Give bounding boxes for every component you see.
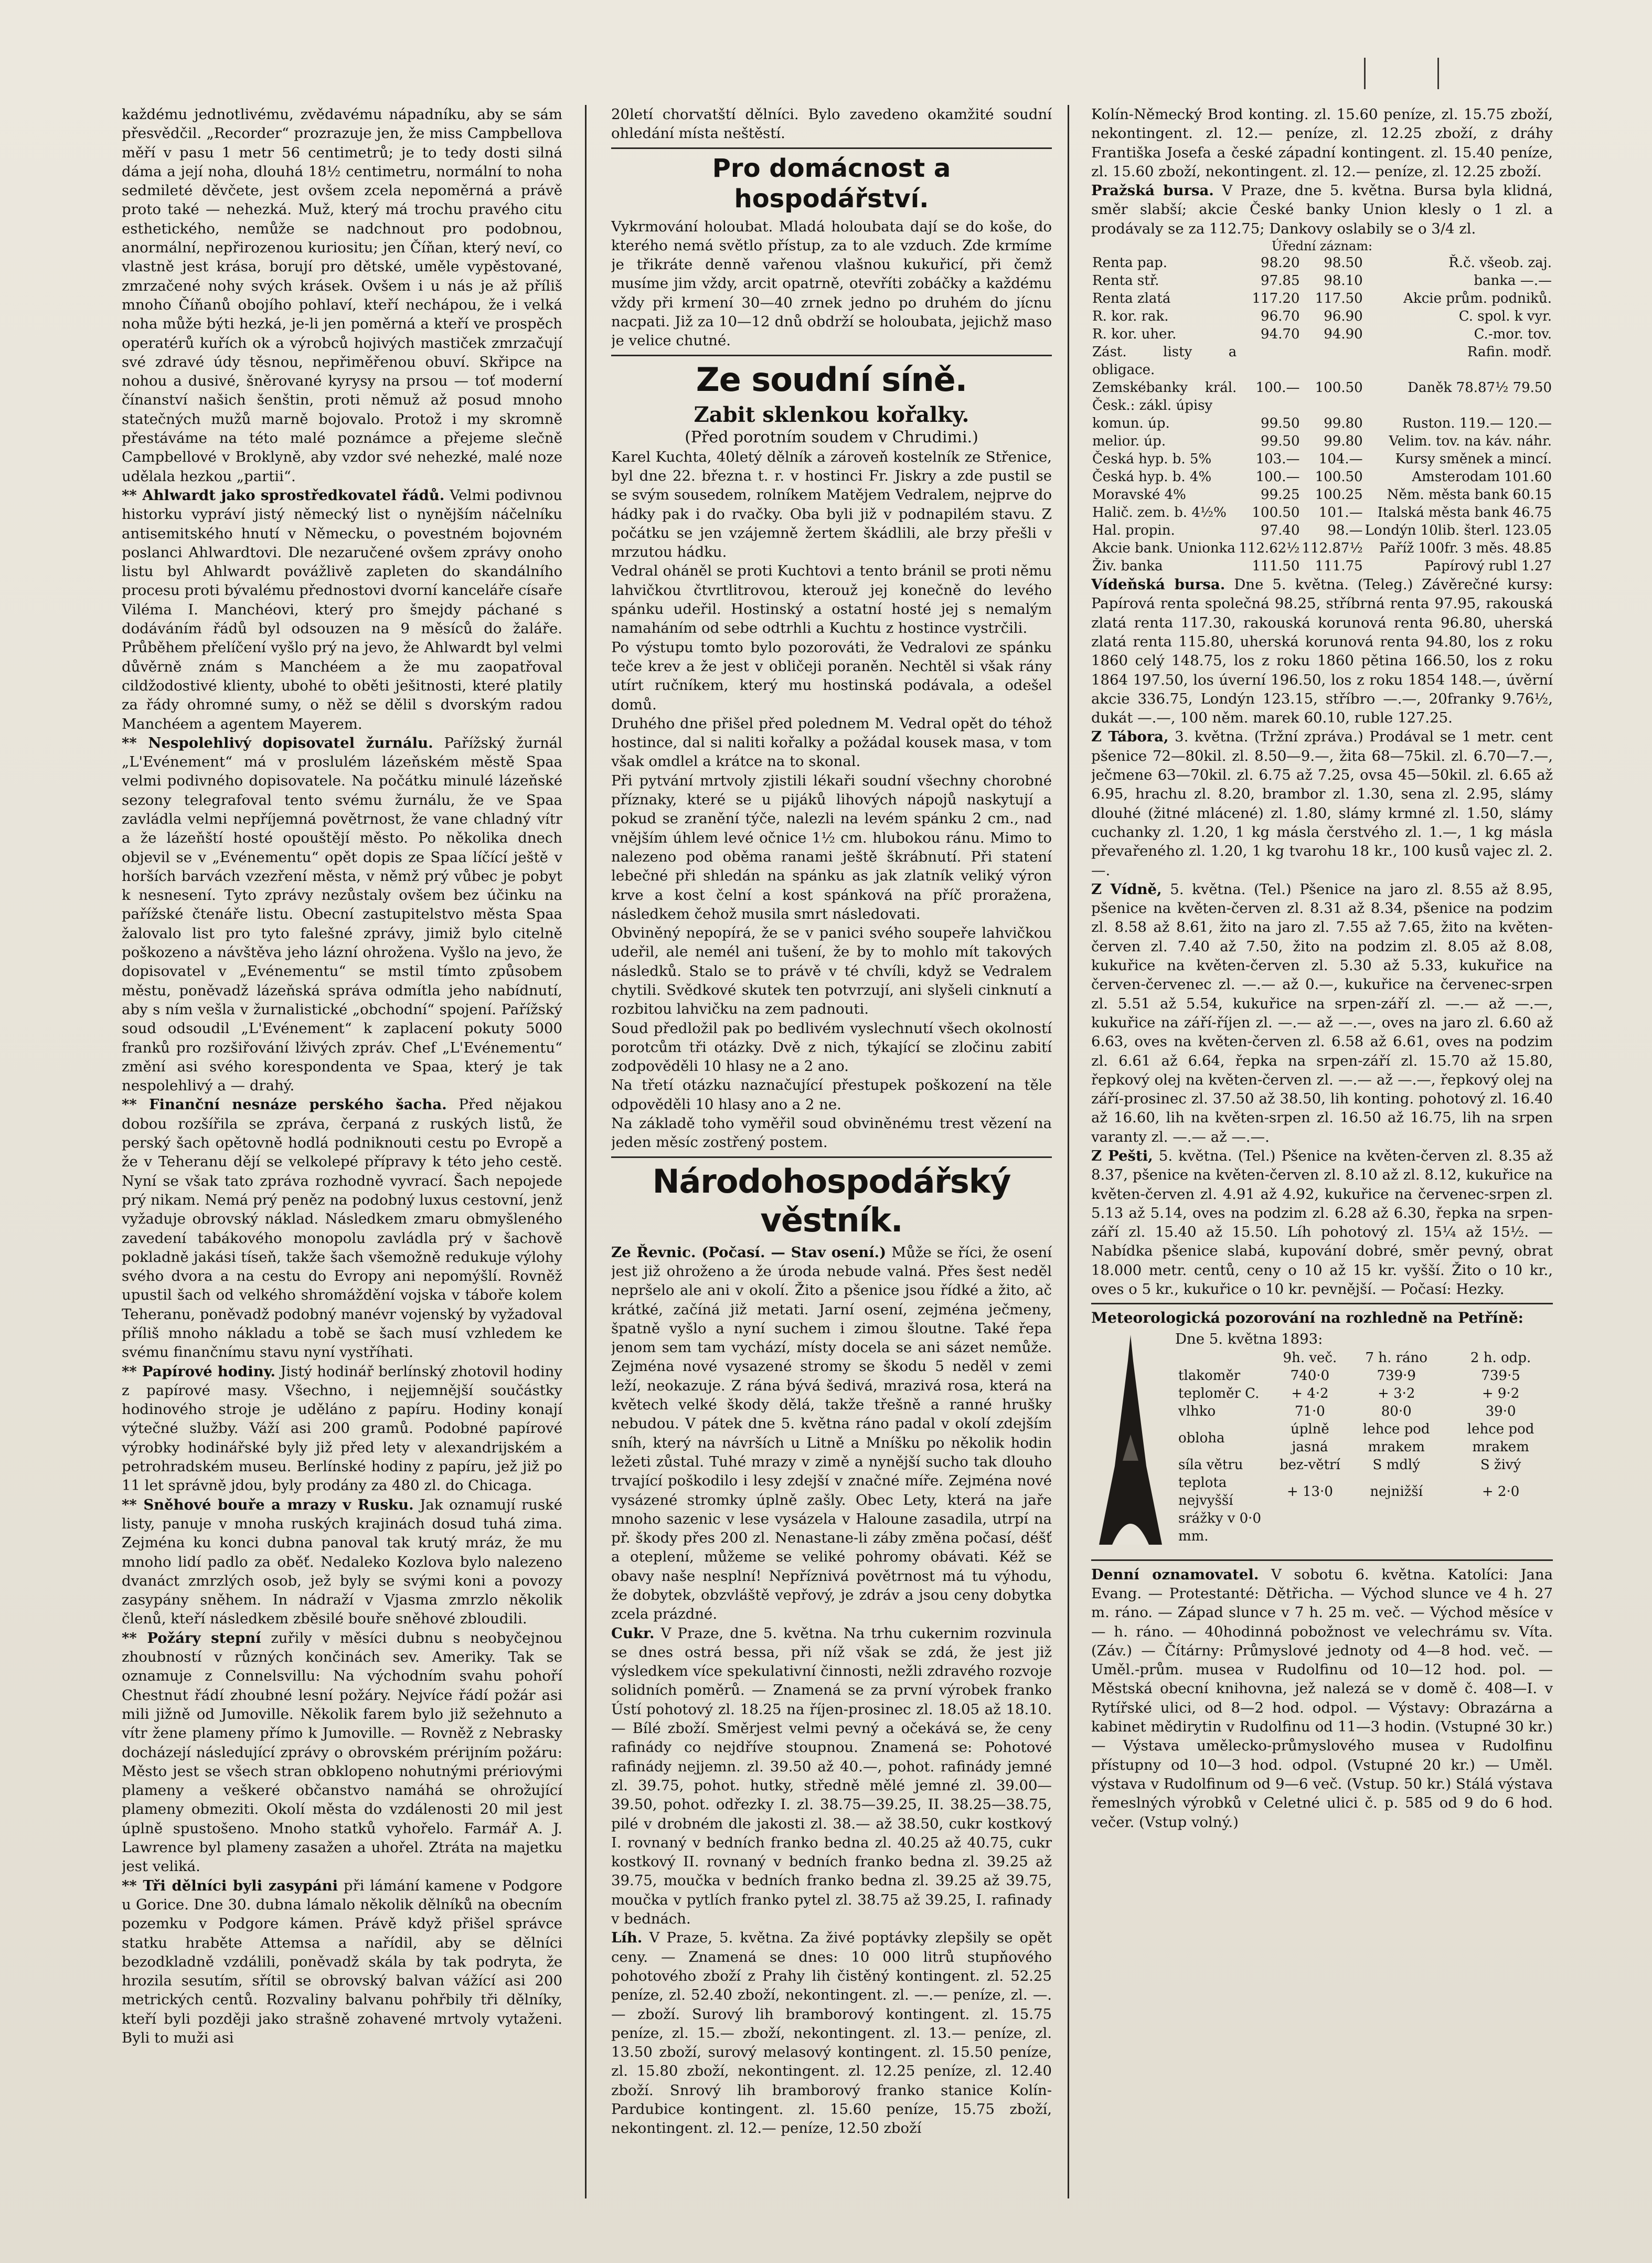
article-heading: Z Pešti, (1091, 1147, 1153, 1164)
article-text: 3. května. (Tržní zpráva.) Prodával se 1 metr. cent pšenice 72—80kil. zl. 8.50—9.—, žita 68—75kil. zl. 6.70—7.—, ječmene 63—70kil. zl. 6.75 až 7.25, ovsa 45—50kil. zl. 6.65 až 6.95, hrachu zl. 8.20, brambor zl. 1.30, sena zl. 2.95, slámy dlouhé (žitné mlácené) zl. 1.80, slámy krmné zl. 1.50, slámy cuchanky zl. 1.20, 1 kg másla čerstvého zl. 1.—, 1 kg másla převařeného zl. 1.20, 1 kg tvarohu 18 kr., 100 kusů vajec zl. 2.—. (1091, 728, 1553, 879)
article-heading: ** Požáry stepní (122, 1629, 261, 1646)
table-row: Živ. banka 111.50 111.75 Papírový rubl 1.27 (1092, 558, 1552, 575)
table-row: Renta stř. 97.85 98.10 banka —.— (1092, 273, 1552, 289)
table-row: tlakoměr 740·0 739·9 739·5 (1178, 1367, 1520, 1384)
article-text: Jak oznamují ruské listy, panuje v mnoha ruských krajinách dosud tuhá zima. Zejména ku konci dubna panoval tak krutý mráz, že mu mnoho lidí padlo za oběť. Nedaleko Kozlova bylo nalezeno dvanáct zmrzlých osob, jež byly se svými koni a povozy zasypány sněhem. In nádraží v Vjasma zmrzlo několik členů, kteří následkem zběsilé bouře sněhové zbloudili. (122, 1496, 562, 1628)
article-heading: ** Tři dělníci byli zasypáni (122, 1877, 338, 1894)
table-row: Zemskébanky král. Česk.: zákl. úpisy 100.— 100.50 Daněk 78.87½ 79.50 (1092, 380, 1552, 414)
article-heading: Z Tábora, (1091, 728, 1169, 746)
paragraph (122, 486, 562, 734)
paragraph (611, 1243, 1052, 1624)
paragraph: Při pytvání mrtvoly zjistili lékaři soudní všechny chorobné příznaky, které se u pijáků lihových nápojů naskytují a pokud se zranění týče, nalezli na levém spánku 2 cm., nad vnějším úhlem levé očnice 1½ cm. hlubokou ránu. Mimo to nalezeno pod oběma ranami ještě škrábnutí. Při statení lebečné při shledán na spánku as jak zlatník veliký výron krve a kost čelní a kost spánková na příč proražena, následkem čehož musila smrt následovati. (611, 772, 1052, 922)
article-text: při lámání kamene v Podgore u Gorice. Dne 30. dubna lámalo několik dělníků na obecním pozemku v Podgore kámen. Právě když přišel správce statku hraběte Attemsa a nařídil, aby se dělníci bezodkladně vzdálili, poněvadž skála by tak podryta, že hrozila sesutím, sřítil se obrovský balvan vážící asi 200 metrických centů. Rozvaliny balvanu pohřbily tři dělníky, kteří byli později jako strašně zohavené mrtvoly vytaženi. Byli to muži asi (122, 1877, 562, 2046)
paragraph (1091, 1565, 1553, 1832)
divider (1091, 1303, 1553, 1304)
column-rule (1068, 105, 1069, 2198)
paragraph: Obviněný nepopírá, že se v panici svého soupeře lahvičkou udeřil, ale nemél ani tušení, že by to mohlo mít takových následků. Stalo se to právě v té chvíli, když se Vedralem chytili. Svědkové skutek ten potvrzují, ani slyšeli cinknutí a rozbitou lahvičku na zem padnouti. (611, 925, 1052, 1018)
table-row: Hal. propin. 97.40 98.— Londýn 10lib. šterl. 123.05 (1092, 523, 1552, 539)
paragraph (611, 1624, 1052, 1929)
article-text: V Praze, dne 5. května. Bursa byla klidná, směr slabší; akcie České banky Union klesly o 1 zl. a prodávaly se za 112.75; Dankovy oslabily se o 3/4 zl. (1091, 182, 1553, 237)
article-heading: ** Papírové hodiny. (122, 1363, 276, 1380)
article-text: 5. května. (Tel.) Pšenice na jaro zl. 8.55 až 8.95, pšenice na květen-červen zl. 8.31 až 8.34, pšenice na podzim zl. 8.58 až 8.61, žito na jaro zl. 7.55 až 7.65, žito na květen-červen zl. 7.40 až 7.50, žito na podzim zl. 8.05 až 8.08, kukuřice na květen-červen zl. 5.30 až 5.33, kukuřice na červen-červenec zl. —.— až 0.—, kukuřice na červenec-srpen zl. 5.51 až 5.54, kukuřice na srpen-září zl. —.— až —.—, kukuřice na září-říjen zl. —.— až —.—, oves na jaro zl. 6.60 až 6.63, oves na květen-červen zl. 6.58 až 6.61, oves na podzim zl. 6.61 až 6.64, řepka na srpen-září zl. 15.70 až 15.80, řepkový olej na květen-červen zl. —.— až —.—, řepkový olej na září-prosinec zl. 37.50 až 38.50, lih konting. pohotový zl. 16.40 až 16.60, lih na květen-srpen zl. 16.50 až 16.75, lih na srpen varanty zl. —.— až —.—. (1091, 880, 1553, 1145)
article-heading: Z Vídně, (1091, 880, 1162, 898)
paragraph: každému jednotlivému, zvědavému nápadníku, aby se sám přesvědčil. „Recorder“ prozrazuje jen, že miss Campbellova měří v pasu 1 metr 56 centimetrů; je to tedy dosti silná dáma a její noha, dlouhá 18½ centimetru, normální to noha sedmileté děvčete, jest ovšem zcela nepoměrná a právě proto také — nehezká. Muž, který má trochu pravého citu esthetického, nemůže se nadchnout pro podobnou, anormální, nepřirozenou kuriositu; jen Číňan, který neví, co vlastně jest krása, borují pro dětské, uměle vypěstované, zmrzačené nohy svých krásek. Ovšem i u nás je až příliš mnoho Číňanů obojího pohlaví, kteří nechápou, že i velká noha může býti hezká, je-li jen poměrná a kteří ve prospěch operatérů kuřích ok a výrobců hojivých mastiček zmrzačují své zdravé údy těsnou, nepřiměřenou obuví. Skřipce na nohou a dusivé, šněrované kyrysy na prsou — toť moderní čínanství našich šenštin, proti němuž až posud mnoho statečných mužů marně bojovalo. Protož i my skromně přestáváme na této malé poznámce a přejeme slečně Campbellové v Broklyně, aby vzdor své nehezké, malé noze udělala hezkou „partii“. (122, 106, 562, 485)
table-row: melior. úp. 99.50 99.80 Velim. tov. na káv. náhr. (1092, 433, 1552, 450)
article-text: Velmi podivnou historku vypráví jistý německý list o nynějším náčelníku antisemitského hnutí v Německu, o povestném bojovném poslanci Ahlwardtovi. Dle nezaručené ovšem zprávy onoho listu byl Ahlwardt povážlivě zapleten do skandálního procesu proti bývalému přednostovi dvorní kanceláře císaře Viléma I. Manchéovi, který pro šmejdy páchané s dodáváním řádů byl odsouzen na 9 měsíců do žaláře. Průběhem přelíčení vyšlo prý na jevo, že Ahlwardt byl velmi důvěrně znám s Manchéem a že mu zaopatřoval cildžodostivé klienty, ubohé to oběti ješitnosti, které platily za řády ohromné sumy, o něž se dělil s dvorským radou Manchéem a agentem Mayerem. (122, 486, 562, 732)
paragraph (1091, 1146, 1553, 1299)
weather-table (1175, 1349, 1553, 1545)
table-row: srážky v 0·0 mm. (1178, 1510, 1261, 1544)
article-heading: ** Nespolehlivý dopisovatel žurnálu. (122, 734, 433, 751)
weather-block (1091, 1330, 1553, 1555)
article-text: V Praze, 5. května. Za živé poptávky zlepšily se opět ceny. — Znamená se dnes: 10 000 litrů stupňového pohotového zboží z Prahy lih čistěný kontingent. zl. 52.25 peníze, zl. 52.40 zboží, nekontingent. zl. —.— peníze, zl. —.— zboží. Surový lih bramborový kontingent. zl. 15.75 peníze, zl. 15.— zboží, nekontingent. zl. 13.— peníze, zl. 13.50 zboží, surový melasový kontingent. zl. 15.50 peníze, zl. 15.80 zboží, nekontingent. zl. 12.25 peníze, zl. 12.40 zboží. Snrový lih bramborový franko stanice Kolín-Pardubice kontingent. zl. 15.60 peníze, 15.75 zboží, nekontingent. zl. 12.— peníze, 12.50 zboží (611, 1929, 1052, 2137)
article-heading: ** Sněhové bouře a mrazy v Rusku. (122, 1496, 414, 1513)
paragraph (122, 1362, 562, 1495)
paragraph: Kolín-Německý Brod konting. zl. 15.60 peníze, zl. 15.75 zboží, nekontingent. zl. 12.— peníze, zl. 12.25 zboží, z dráhy Františka Josefa a české západní kontingent. zl. 15.40 peníze, zl. 15.60 zboží, nekontingent. zl. 12.— peníze, zl. 12.25 zboží. (1091, 106, 1553, 180)
table-row: teploměr C. + 4·2 + 3·2 + 9·2 (1178, 1385, 1520, 1401)
article-text: Pařížský žurnál „L'Evénement“ má v proslulém lázeňském městě Spaa velmi podivného dopisovatele. Na počátku minulé lázeňské sezony telegrafoval tento svému žurnálu, že ve Spaa zavládla velmi nepříjemná povětrnost, že vane chladný vítr a že lázeňští hosté opouštějí město. Po několika dnech objevil se v „Evénementu“ opět dopis ze Spaa líčící ještě v horších barvách vzezření města, v němž prý vůbec je pobyt k nesnesení. Tyto zprávy nezůstaly ovšem bez účinku na pařížské čtenáře listu. Obecní zastupitelstvo města Spaa žalovalo list pro tyto falešné zprávy, jimiž bylo citelně poškozeno a návštěva jeho lázní ohrožena. Vyšlo na jevo, že dopisovatel v „Evénementu“ se mstil tímto způsobem městu, poněvadž lázeňská správa odmítla jeho nabídnutí, aby s ním vešla v žurnalistické „obchodní“ spojení. Pařížský soud odsoudil „L'Evénement“ k zaplacení pokuty 5000 franků pro rozšiřování lživých zpráv. Chef „L'Evénementu“ změní asi svého korespondenta ve Spaa, který je tak nespolehlivý a — drahý. (122, 734, 562, 1095)
section-heading: Ze soudní síně. (696, 360, 967, 399)
divider (611, 355, 1052, 356)
article-heading: Vídeňská bursa. (1091, 576, 1225, 593)
table-row: 9h. več. 7 h. ráno 2 h. odp. (1283, 1350, 1531, 1366)
section-heading: Národohospodářský věstník. (652, 1162, 1011, 1239)
paragraph: Na základě toho vyměřil soud obviněnému trest vězení na jeden měsíc zostřený postem. (611, 1115, 1052, 1151)
paragraph: Vedral oháněl se proti Kuchtovi a tento bránil se proti němu lahvičkou čtvrtlitrovou, kterouž jej konečně do levého spánku udeřil. Hostinský a ostatní hosté jej s nemalým namaháním od sebe odtrhli a Kuchtu z hostince vystrčili. (611, 562, 1052, 637)
section-heading: Pro domácnost a hospodářství. (712, 153, 951, 214)
article-heading: Cukr. (611, 1624, 655, 1642)
table-row: Akcie bank. Unionka 112.62½ 112.87½ Paříž 100fr. 3 měs. 48.85 (1092, 540, 1552, 557)
article-heading: ** Finanční nesnáze perského šacha. (122, 1096, 447, 1113)
article-text: Před nějakou dobou rozšířila se zpráva, čerpaná z ruských listů, že perský šach opětovně hodlá podniknouti cestu po Evropě a že v Teheranu dějí se velkolepé přípravy k této jeho cestě. Nyní se však tato zpráva rozhodně vyvrací. Šach nepojede prý nikam. Nemá prý peněz na podobný luxus cestovní, jenž vyžaduje obrovský náklad. Následkem zmaru obmyšleného zavedení tabákového monopolu zavládla prý v šachově pokladně jakási tíseň, takže šach všemožně redukuje výlohy svého dvora a na cestu do Evropy ani nepomýšlí. Rovněž upustil šach od velkého shromáždění vojska v táboře kolem Teheranu, poněvadž podobný manévr vojenský by vyžadoval příliš mnoho nákladu a tobě se šach musí vzhledem ke svému finančnímu stavu nyní vystříhati. (122, 1096, 562, 1361)
weather-heading: Meteorologická pozorování na rozhledně na Petříně: (1091, 1309, 1524, 1327)
column-left (122, 105, 562, 2198)
article-heading: Denní oznamovatel. (1091, 1566, 1259, 1583)
paragraph (1091, 727, 1553, 879)
column-right (1091, 105, 1553, 2198)
table-row: Česká hyp. b. 4% 100.— 100.50 Amsterodam 101.60 (1092, 469, 1552, 485)
paragraph: 20letí chorvatští dělníci. Bylo zavedeno okamžité soudní ohledání místa neštěstí. (611, 106, 1052, 142)
article-subtitle: (Před porotním soudem v Chrudimi.) (685, 428, 978, 447)
article-heading: Pražská bursa. (1091, 182, 1214, 199)
article-text: Dne 5. května. (Teleg.) Závěrečné kursy: Papírová renta společná 98.25, stříbrná renta 97.95, rakouská zlatá renta 117.30, rakouská korunová renta 96.80, uherská zlatá renta 115.80, uherská korunová renta 94.80, los z roku 1860 celý 148.75, los z roku 1860 pětina 166.50, los z roku 1864 197.50, los úverní 196.50, los z roku 1854 148.—, úvěrní akcie 336.75, Londýn 123.15, stříbro —.—, 20franky 9.76½, dukát —.—, 100 něm. marek 60.10, ruble 127.25. (1091, 576, 1553, 727)
table-row: Renta pap. 98.20 98.50 Ř.č. všeob. zaj. (1092, 255, 1552, 271)
paragraph: Vykrmování holoubat. Mladá holoubata dají se do koše, do kterého nemá světlo přístup, za to ale vzduch. Zde krmíme je třikráte denně vařenou vlašnou kukuřicí, při čemž musíme jim vždy, arcit opatrně, otevříti zobáčky a každému vždy při krmení 30—40 zrnek jedno po druhém do jícnu nacpati. Již za 10—12 dnů obdrží se holoubata, jejichž maso je velice chutné. (611, 218, 1052, 349)
margin-mark (1364, 58, 1366, 89)
column-middle (611, 105, 1052, 2198)
article-text: Může se říci, že osení jest již ohroženo a že úroda nebude valná. Přes šest neděl nepršelo ale ani v okolí. Žito a pšenice jsou řídké a žito, ač krátké, začíná již metati. Jarní osení, zejména ječmeny, špatně vyšlo a nyní suchem i zimou šloutne. Také řepa jenom sem tam vychází, místy docela se ani sázet nemůže. Zejména nové vysazené stromy se škodu 5 neděl v zemi leží, neokazuje. Z rána bývá šedivá, mrazivá rosa, která na květech velké škody dělá, takže třešně a ranné hrušky nebudou. V pátek dne 5. května ráno padal v okolí zdejším sníh, který na návrších u Litně a Mníšku po několik hodin ležeti zůstal. Tuhé mrazy v zimě a nynější sucho tak dlouho trvající poškodilo i lesy zdejší v značné míře. Zejména nové vysázené stromky úplně zašly. Obec Lety, která na jaře mnoho sazenic v lese vysázela v Haloune zasadila, utrpí na př. škody přes 200 zl. Nenastane-li záby změna počasí, déšť a oteplení, můžeme se veliké pohromy obávati. Kéž se obavy naše nesplní! Nepříznivá povětrnost má tu výhodu, že dobytek, obzvláště vepřový, je zdráv a jsou ceny dobytka zcela prázdné. (611, 1244, 1052, 1623)
column-rule (585, 105, 587, 2198)
table-row: obloha úplně jasná lehce pod mrakem lehce pod mrakem (1178, 1421, 1534, 1455)
tower-illustration (1091, 1330, 1170, 1550)
petrin-tower-image (1091, 1330, 1170, 1555)
article-heading: ** Ahlwardt jako sprostředkovatel řádů. (122, 486, 445, 504)
article-heading: Líh. (611, 1929, 643, 1947)
article-heading: Ze Řevnic. (Počasí. — Stav osení.) (611, 1244, 887, 1261)
table-row: komun. úp. 99.50 99.80 Ruston. 119.— 120.— (1092, 416, 1552, 432)
paragraph (1091, 880, 1553, 1146)
weather-date: Dne 5. května 1893: (1175, 1331, 1323, 1348)
table-heading: Úřední záznam: (1271, 239, 1373, 254)
paragraph: Soud předložil pak po bedlivém vyslechnutí všech okolností porotcům tři otázky. Dvě z nich, týkající se zločinu zabití zodpověděli 10 hlasy ne a 2 ano. (611, 1019, 1052, 1075)
article-text: V Praze, dne 5. května. Na trhu cukernim rozvinula se dnes ostrá bessa, při níž však se zdá, že jest již výsledkem více spekulativní činnosti, nežli zdravého rozvoje solidních poměrů. — Znamená se za první výrobek franko Ústí pohotový zl. 18.25 na říjen-prosinec zl. 18.05 až 18.10. — Bílé zboží. Směrjest velmi pevný a očekává se, že ceny rafinády co nejdříve stoupnou. Znamená se: Pohotové rafinády nejjemn. zl. 39.50 až 40.—, pohot. rafinády jemné zl. 39.75, pohot. hutky, středně mělé jemné zl. 39.00—39.50, pohot. odřezky I. zl. 38.75—39.25, II. 38.25—38.75, pilé v drobném dle jakosti zl. 38.— až 38.50, cukr kostkový I. rovnaný v bedních franko bedna zl. 40.25 až 40.75, cukr kostkový II. rovnaný v bedních franko bedna zl. 39.25 až 39.75, moučka v bedních franko bedna zl. 39.25 až 39.75, moučka v pytlích franko pytel zl. 38.75 až 39.25, I. rafinady v bednách. (611, 1624, 1052, 1928)
table-row: síla větru bez-větrí S mdlý S živý (1178, 1457, 1521, 1473)
table-row: Halič. zem. b. 4½% 100.50 101.— Italská města bank 46.75 (1092, 505, 1552, 521)
table-row: R. kor. rak. 96.70 96.90 C. spol. k vyr. (1092, 309, 1552, 325)
weather-data (1175, 1330, 1553, 1555)
margin-mark (1437, 58, 1439, 89)
table-row: vlhko 71·0 80·0 39·0 (1178, 1403, 1516, 1419)
article-text: Jistý hodinář berlínský zhotovil hodiny z papírové masy. Všechno, i nejjemnější součástky hodinového stroje je uděláno z papíru. Hodiny konají výtečné služby. Váží asi 200 gramů. Podobné papírové výrobky hodinářské byly již před lety v alexandrijském a petrohradském museu. Berlínské hodiny z papíru, jež již po 11 let správně jdou, byly prodány za 480 zl. do Chicaga. (122, 1363, 562, 1494)
table-row: Renta zlatá 117.20 117.50 Akcie prům. podniků. (1092, 291, 1552, 307)
paragraph: Po výstupu tomto bylo pozorováti, že Vedralovi ze spánku teče krev a že jest v obličeji poraněn. Nechtěl si však rány utírt ručníkem, který mu hostinská podávala, a odešel domů. (611, 639, 1052, 713)
paragraph: Druhého dne přišel před polednem M. Vedral opět do téhož hostince, dal si naliti kořalky a požádal kousek masa, v tom však omdlel a krátce na to skonal. (611, 715, 1052, 770)
table-row: Česká hyp. b. 5% 103.— 104.— Kursy směnek a mincí. (1092, 451, 1552, 468)
divider (611, 147, 1052, 149)
table-row: teplota nejvyšší + 13·0 nejnižší + 2·0 (1178, 1474, 1520, 1508)
price-table (1091, 254, 1553, 575)
article-text: zuřily v měsíci dubnu s neobyčejnou zhoubností v různých končinách sev. Ameriky. Tak se oznamuje z Connelsvillu: Na východním svahu pohoří Chestnut řádí zhoubné lesní požáry. Nejvíce řádí požár asi mili jižně od Jumoville. Několik farem bylo již sežehnuto a vítr žene plameny přímo k Jumoville. — Rovněž z Nebrasky docházejí následující zprávy o obrovském prérijním požáru: Město jest se všech stran obklopeno nohutnými prériovými plameny a veškeré občanstvo namáhá se ohrožující plameny obmeziti. Okolí města do vzdálenosti 20 mil jest úplně spustošeno. Mnoho statků vyhořelo. Farmář A. J. Lawrence byl plameny zasažen a uhořel. Ztráta na majetku jest veliká. (122, 1629, 562, 1875)
paragraph (122, 1876, 562, 2048)
divider (1091, 1559, 1553, 1561)
article-text: 5. května. (Tel.) Pšenice na květen-červen zl. 8.35 až 8.37, pšenice na květen-červen zl. 8.10 až zl. 8.12, kukuřice na květen-červen zl. 4.91 až 4.92, kukuřice na červenec-srpen zl. 5.13 až 5.14, oves na podzim zl. 6.28 až 6.30, řepka na srpen-září zl. 15.40 až 15.50. Líh pohotový zl. 15¼ až 15½. — Nabídka pšenice slabá, kupování dobré, směr pevný, obrat 18.000 metr. centů, ceny o 10 až 15 kr. vyšší. Žito o 10 kr., oves o 5 kr., kukuřice o 10 kr. pevnější. — Počasí: Hezky. (1091, 1147, 1553, 1298)
paragraph (1091, 181, 1553, 238)
paragraph (1091, 575, 1553, 727)
table-row: Zást. listy a obligace. Rafin. modř. (1092, 344, 1552, 378)
paragraph: Na třetí otázku naznačující přestupek poškození na těle odpověděli 10 hlasy ano a 2 ne. (611, 1077, 1052, 1113)
paragraph (122, 734, 562, 1096)
article-text: V sobotu 6. května. Katolíci: Jana Evang. — Protestanté: Dětřicha. — Východ slunce ve 4 h. 27 m. ráno. — Západ slunce v 7 h. 25 m. več. — Východ měsíce v — h. ráno. — 40hodinná pobožnost ve velechrámu sv. Víta. (Záv.) — Čítárny: Průmyslové jednoty od 4—8 hod. več. — Uměl.-prům. musea v Rudolfinu od 10—12 hod. pol. — Městská obecní knihovna, jež nalezá se v domě č. 408—I. v Rytířské ulici, od 8—2 hod. odpol. — Výstavy: Obrazárna a kabinet mědirytin v Rudolfinu od 11—3 hodin. (Vstupné 30 kr.) — Výstava umělecko-průmyslového musea v Rudolfinu přístupny od 10—3 hod. odpol. (Vstupné 20 kr.) — Uměl. výstava v Rudolfinum od 9—6 več. (Vstup. 50 kr.) Stálá výstava řemeslných výrobků v Celetné ulici č. p. 585 od 9 do 6 hod. večer. (Vstup volný.) (1091, 1566, 1553, 1831)
paragraph: Karel Kuchta, 40letý dělník a zároveň kostelník ze Střenice, byl dne 22. března t. r. v hostinci Fr. Jiskry a zde pustil se se svým sousedem, rolníkem Matějem Vedralem, nejprve do hádky pak i do rvačky. Oba byli již v podnapilém stavu. Z počátku se jen vzájemně žertem škádlili, ale brzy přešli v mrzutou hádku. (611, 448, 1052, 561)
paragraph (611, 1928, 1052, 2138)
divider (611, 1156, 1052, 1158)
table-row: R. kor. uher. 94.70 94.90 C.-mor. tov. (1092, 326, 1552, 343)
table-row: Moravské 4% 99.25 100.25 Něm. města bank 60.15 (1092, 487, 1552, 503)
article-title: Zabit sklenkou kořalky. (694, 402, 969, 427)
paragraph (122, 1629, 562, 1876)
paragraph (122, 1095, 562, 1362)
paragraph (122, 1495, 562, 1629)
